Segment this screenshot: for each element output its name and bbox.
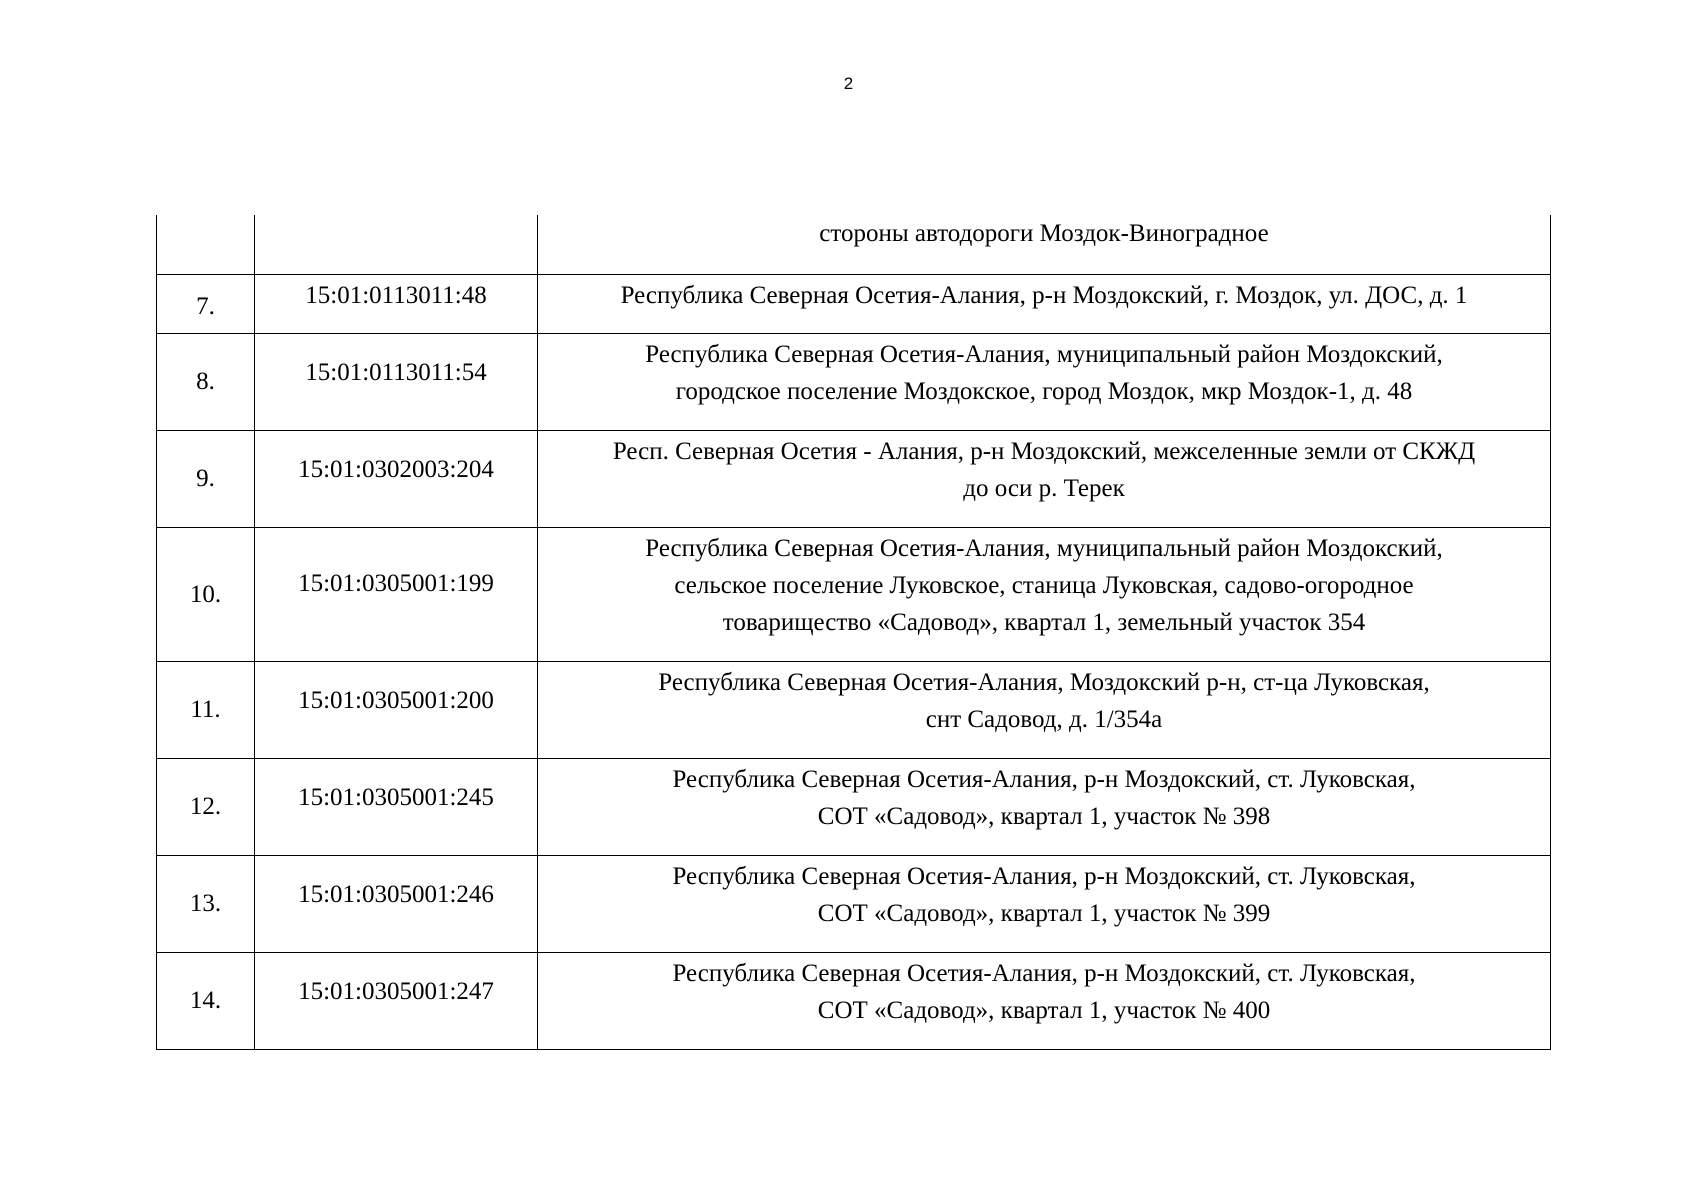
cadastral-cell: [255, 333, 538, 430]
table-row-continuation: [157, 215, 1551, 274]
address-line: до оси р. Терек: [963, 474, 1125, 502]
address-line: городское поселение Моздокское, город Моздок, мкр Моздок-1, д. 48: [675, 377, 1413, 405]
cadastral-number: 15:01:0113011:54: [305, 358, 487, 386]
page-number: 2: [843, 74, 854, 93]
row-number-cell: [157, 527, 255, 661]
cadastral-cell: [255, 215, 538, 274]
cadastral-number: 15:01:0305001:245: [298, 783, 494, 811]
cadastral-cell: [255, 430, 538, 527]
address-line: товарищество «Садовод», квартал 1, земельный участок 354: [722, 608, 1366, 636]
address-cell: [538, 527, 1551, 661]
table-row: [157, 758, 1551, 855]
cadastral-cell: [255, 274, 538, 333]
address-line: стороны автодороги Моздок-Виноградное: [819, 220, 1269, 247]
address-line: Республика Северная Осетия-Алания, Моздокский р-н, ст-ца Луковская,: [658, 668, 1430, 696]
table-row: [157, 333, 1551, 430]
row-number-cell: [157, 758, 255, 855]
cadastral-cell: [255, 527, 538, 661]
address-cell: [538, 274, 1551, 333]
address-cell: [538, 661, 1551, 758]
address-line: Респ. Северная Осетия - Алания, р-н Моздокский, межселенные земли от СКЖД: [612, 437, 1476, 465]
address-line: СОТ «Садовод», квартал 1, участок № 400: [817, 996, 1271, 1024]
cadastral-cell: [255, 758, 538, 855]
address-line: Республика Северная Осетия-Алания, р-н Моздокский, ст. Луковская,: [672, 862, 1416, 890]
address-line: СОТ «Садовод», квартал 1, участок № 398: [817, 802, 1271, 830]
address-cell: [538, 855, 1551, 952]
row-number-cell: [157, 952, 255, 1049]
land-plots-table: [156, 215, 1551, 1050]
address-line: СОТ «Садовод», квартал 1, участок № 399: [817, 899, 1271, 927]
table-row: [157, 952, 1551, 1049]
row-number-cell: [157, 274, 255, 333]
table-row: [157, 430, 1551, 527]
row-number-cell: [157, 430, 255, 527]
row-number: 7.: [196, 292, 215, 320]
cadastral-number: 15:01:0305001:247: [298, 977, 494, 1005]
cadastral-number: 15:01:0305001:246: [298, 880, 494, 908]
table-row: [157, 661, 1551, 758]
cadastral-cell: [255, 855, 538, 952]
address-line: Республика Северная Осетия-Алания, муниципальный район Моздокский,: [645, 534, 1443, 562]
address-line: Республика Северная Осетия-Алания, р-н Моздокский, ст. Луковская,: [672, 959, 1416, 987]
row-number-cell: [157, 661, 255, 758]
cadastral-number: 15:01:0113011:48: [305, 281, 487, 309]
row-number-cell: [157, 855, 255, 952]
table-row: [157, 274, 1551, 333]
row-number-cell: [157, 215, 255, 274]
address-cell: [538, 333, 1551, 430]
row-number: 8.: [196, 368, 215, 395]
address-cell: [538, 215, 1551, 274]
table-row: [157, 527, 1551, 661]
cadastral-number: 15:01:0305001:199: [298, 569, 494, 597]
address-cell: [538, 758, 1551, 855]
row-number: 12.: [189, 793, 222, 820]
address-line: Республика Северная Осетия-Алания, муниципальный район Моздокский,: [645, 340, 1443, 368]
row-number: 13.: [189, 890, 222, 917]
address-line: сельское поселение Луковское, станица Луковская, садово-огородное: [674, 571, 1414, 599]
row-number: 14.: [189, 987, 222, 1014]
cadastral-number: 15:01:0305001:200: [298, 686, 494, 714]
address-line: снт Садовод, д. 1/354а: [925, 705, 1163, 733]
address-line: Республика Северная Осетия-Алания, р-н Моздокский, г. Моздок, ул. ДОС, д. 1: [620, 281, 1468, 309]
table-row: [157, 855, 1551, 952]
row-number: 10.: [189, 580, 222, 608]
row-number: 11.: [190, 696, 221, 723]
address-cell: [538, 952, 1551, 1049]
cadastral-cell: [255, 661, 538, 758]
cadastral-number: 15:01:0302003:204: [298, 455, 494, 483]
address-cell: [538, 430, 1551, 527]
row-number: 9.: [196, 465, 215, 492]
cadastral-cell: [255, 952, 538, 1049]
row-number-cell: [157, 333, 255, 430]
address-line: Республика Северная Осетия-Алания, р-н Моздокский, ст. Луковская,: [672, 765, 1416, 793]
